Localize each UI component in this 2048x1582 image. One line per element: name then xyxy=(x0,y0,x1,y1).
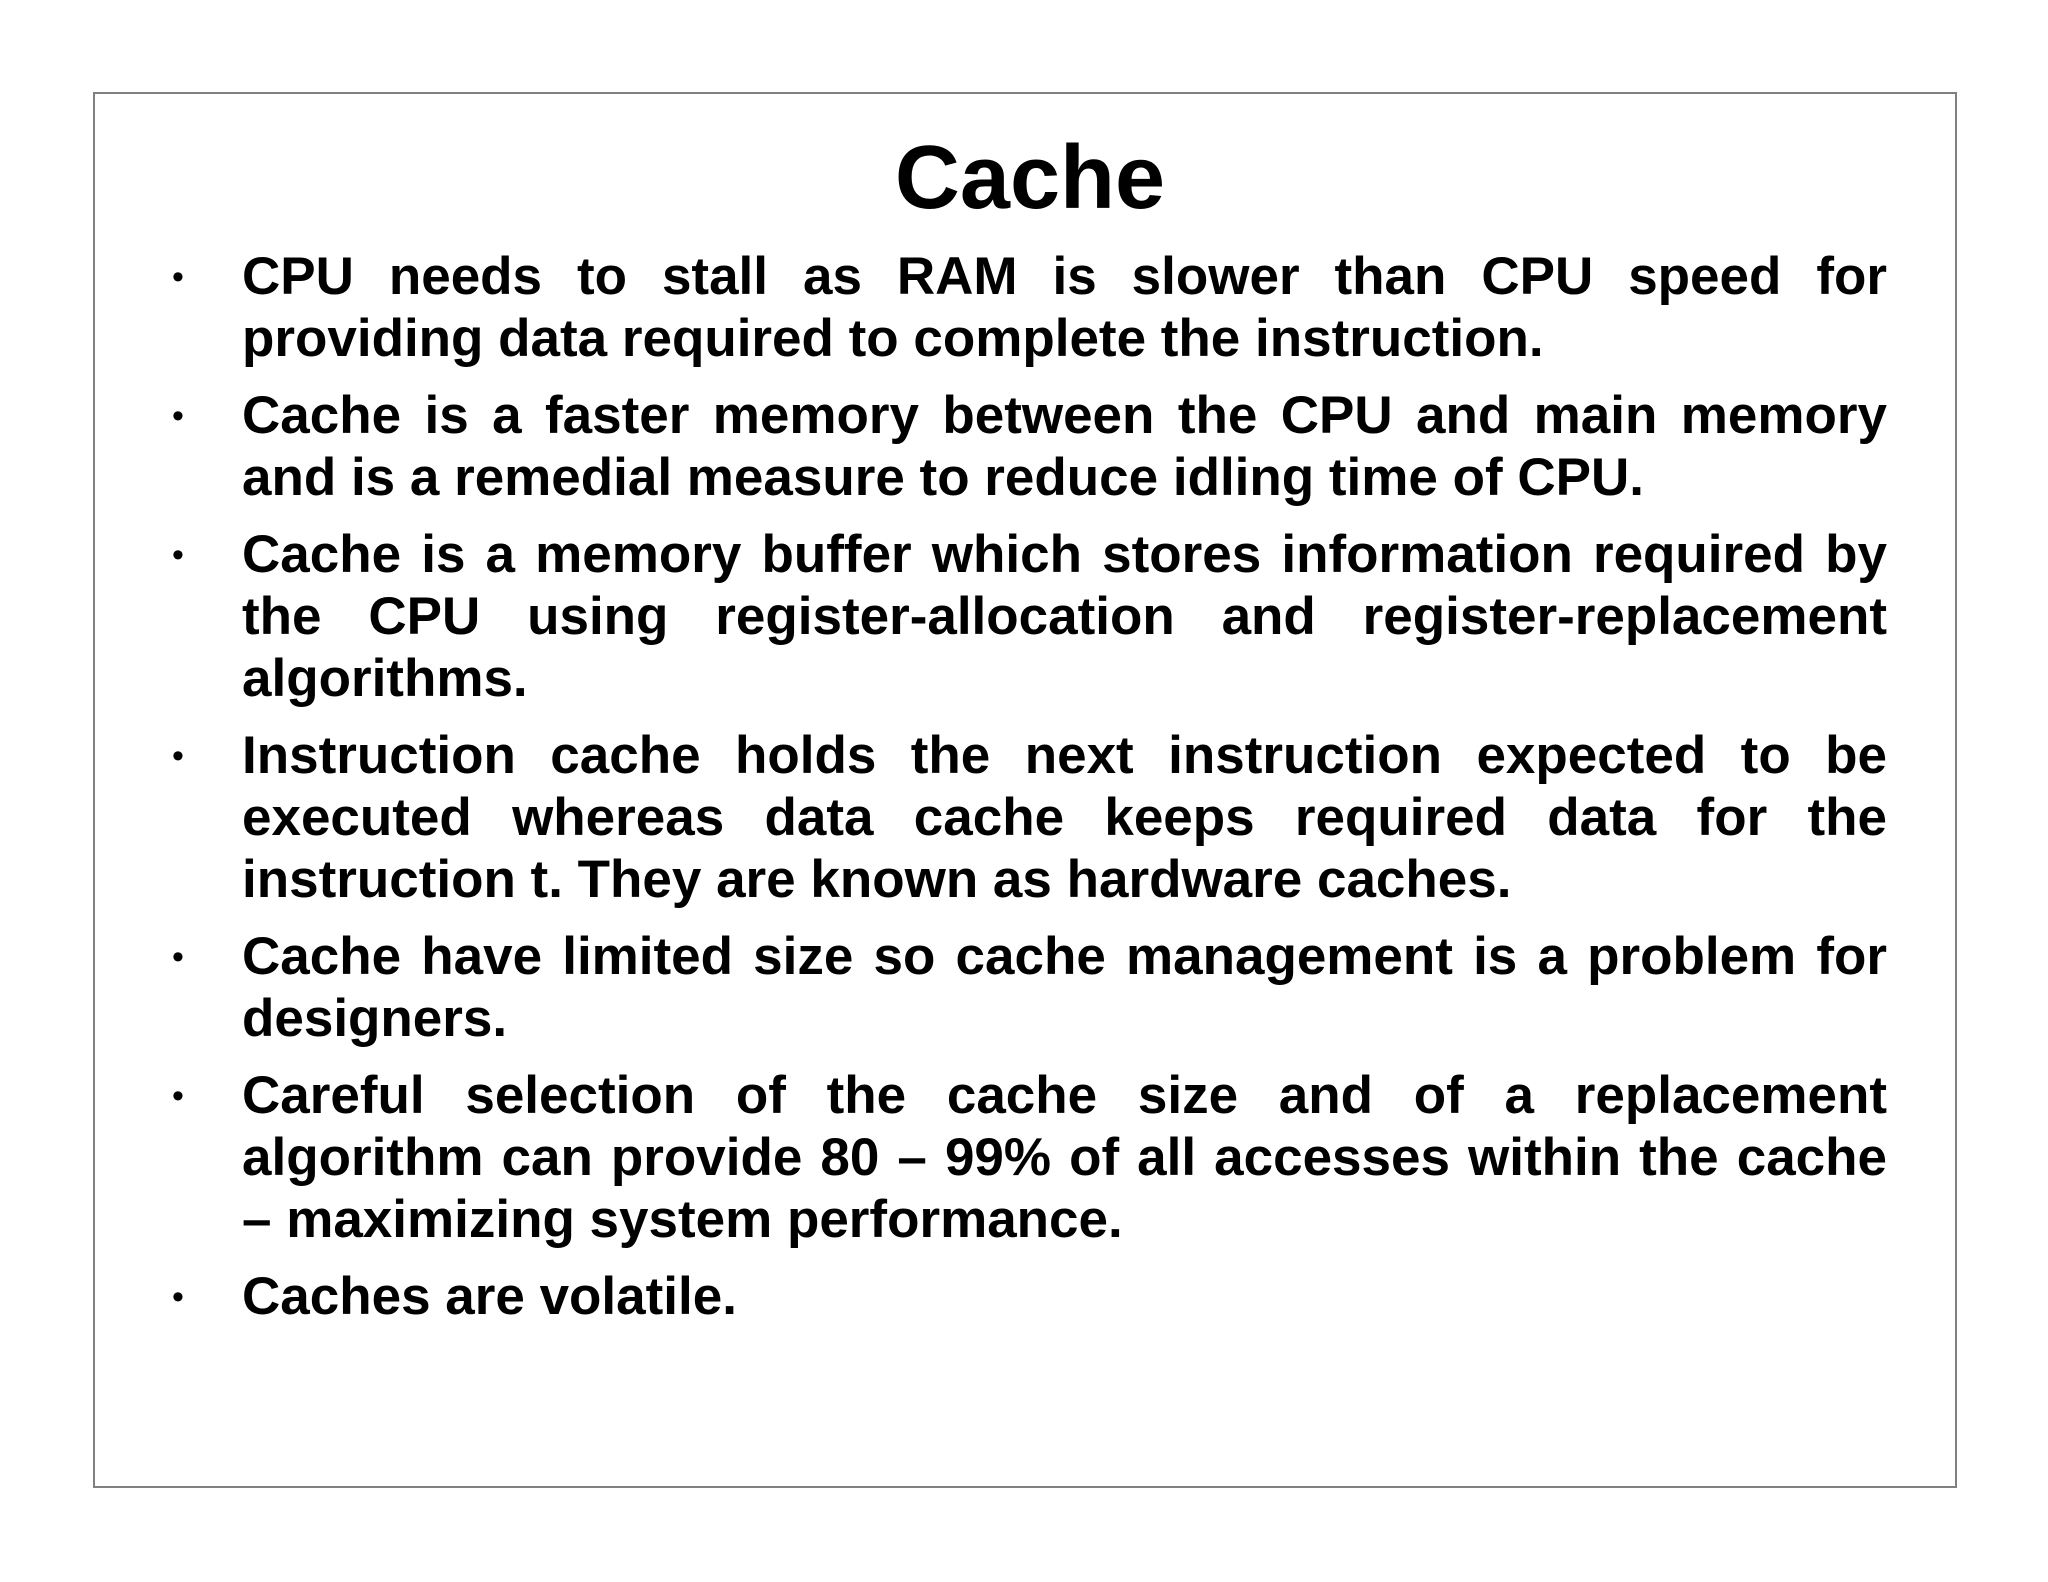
bullet-marker: • xyxy=(172,536,184,574)
bullet-marker: • xyxy=(172,397,184,435)
bullet-text: Instruction cache holds the next instruction expected to be executed whereas data cache keeps required data for the instruction t. They are known as hardware caches. xyxy=(242,726,1887,909)
bullet-marker: • xyxy=(172,938,184,976)
list-item xyxy=(170,246,1887,370)
list-item xyxy=(170,725,1887,911)
bullet-text: Cache have limited size so cache management is a problem for designers. xyxy=(242,927,1887,1048)
list-item xyxy=(170,1266,1887,1328)
bullet-marker: • xyxy=(172,737,184,775)
bullet-text: Caches are volatile. xyxy=(242,1267,737,1326)
list-item xyxy=(170,385,1887,509)
slide-title: Cache xyxy=(894,128,1166,228)
bullet-marker: • xyxy=(172,1077,184,1115)
list-item xyxy=(170,524,1887,710)
bullet-text: Cache is a faster memory between the CPU and main memory and is a remedial measure to reduce idling time of CPU. xyxy=(242,386,1887,507)
bullet-text: Careful selection of the cache size and of a replacement algorithm can provide 80 – 99% of all accesses within the cache – maximizing system performance. xyxy=(242,1066,1887,1249)
bullet-marker: • xyxy=(172,1278,184,1316)
bullet-text: CPU needs to stall as RAM is slower than CPU speed for providing data required to complete the instruction. xyxy=(242,247,1887,368)
bullet-marker: • xyxy=(172,258,184,296)
list-item xyxy=(170,926,1887,1050)
bullet-text: Cache is a memory buffer which stores information required by the CPU using register-allocation and register-replacement algorithms. xyxy=(242,525,1887,708)
list-item xyxy=(170,1065,1887,1251)
bullet-list xyxy=(170,246,1887,1343)
